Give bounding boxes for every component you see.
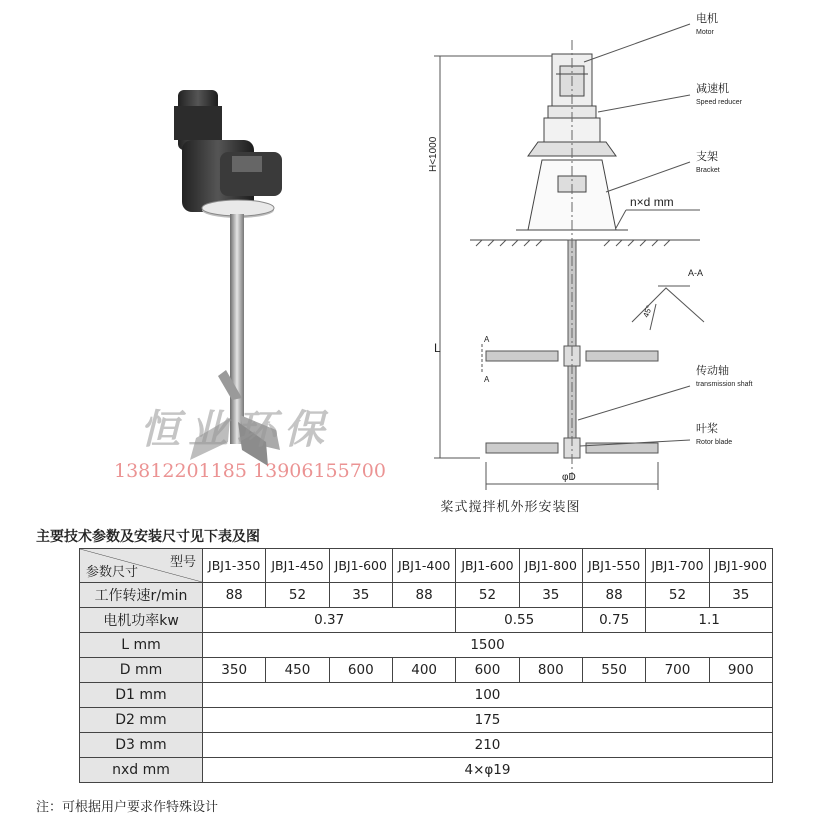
power-cell: 0.55 [456,608,583,633]
label-shaft-en: transmission shaft [696,381,753,388]
table-row [80,708,773,733]
label-h: H<1000 [428,136,439,172]
footnote: 注：可根据用户要求作特殊设计 [36,800,219,815]
speed-cell: 88 [203,583,266,608]
speed-cell: 35 [519,583,582,608]
model-cell: JBJ1-350 [203,549,266,583]
speed-cell: 52 [456,583,519,608]
label-blade-cn: 叶桨 [696,423,718,435]
row-label: D mm [80,658,203,683]
corner-bottom: 参数尺寸 [86,565,139,580]
label-angle: 45° [641,304,655,319]
d-cell: 800 [519,658,582,683]
d2-cell: 175 [203,708,773,733]
corner-header [80,549,203,583]
d1-cell: 100 [203,683,773,708]
d-cell: 600 [456,658,519,683]
row-label: D1 mm [80,683,203,708]
table-row [80,658,773,683]
speed-cell: 88 [392,583,455,608]
row-label: D3 mm [80,733,203,758]
label-bracket-en: Bracket [696,167,720,174]
model-cell: JBJ1-600 [329,549,392,583]
table-row [80,583,773,608]
table-row [80,683,773,708]
model-cell: JBJ1-400 [392,549,455,583]
label-bracket-cn: 支架 [696,151,718,163]
label-l: L [434,341,441,355]
model-cell: JBJ1-600 [456,549,519,583]
power-cell: 0.75 [582,608,645,633]
installation-drawing [420,0,836,520]
row-label: 电机功率kw [80,608,203,633]
label-d: φD [562,472,576,483]
table-row [80,549,773,583]
label-blade-en: Rotor blade [696,439,733,446]
spec-table [79,548,773,783]
table-row [80,608,773,633]
watermark-company: 恒业环保 [140,406,332,453]
d-cell: 400 [392,658,455,683]
label-reducer-cn: 减速机 [696,83,729,95]
d-cell: 600 [329,658,392,683]
label-section: A-A [688,268,704,278]
speed-cell: 52 [266,583,329,608]
l-cell: 1500 [203,633,773,658]
model-cell: JBJ1-550 [582,549,645,583]
row-label: D2 mm [80,708,203,733]
model-cell: JBJ1-450 [266,549,329,583]
model-cell: JBJ1-900 [709,549,772,583]
speed-cell: 52 [646,583,709,608]
d3-cell: 210 [203,733,773,758]
label-motor-en: Motor [696,29,714,36]
d-cell: 900 [709,658,772,683]
d-cell: 700 [646,658,709,683]
section-title: 主要技术参数及安装尺寸见下表及图 [36,529,260,545]
d-cell: 350 [203,658,266,683]
table-row [80,733,773,758]
power-cell: 1.1 [646,608,773,633]
table-row [80,633,773,658]
speed-cell: 35 [329,583,392,608]
model-cell: JBJ1-800 [519,549,582,583]
table-row [80,758,773,783]
label-shaft-cn: 传动轴 [696,365,729,377]
nxd-cell: 4×φ19 [203,758,773,783]
label-holes: n×d mm [630,195,674,209]
speed-cell: 88 [582,583,645,608]
d-cell: 550 [582,658,645,683]
label-motor-cn: 电机 [696,13,718,25]
label-a-top: A [484,335,490,344]
row-label: nxd mm [80,758,203,783]
power-cell: 0.37 [203,608,456,633]
row-label: L mm [80,633,203,658]
d-cell: 450 [266,658,329,683]
row-label: 工作转速r/min [80,583,203,608]
speed-cell: 35 [709,583,772,608]
corner-top: 型号 [169,555,196,570]
drawing-caption: 桨式搅拌机外形安装图 [440,500,581,515]
model-cell: JBJ1-700 [646,549,709,583]
label-reducer-en: Speed reducer [696,99,742,106]
label-a-bottom: A [484,375,490,384]
watermark-phones: 13812201185 13906155700 [114,460,386,482]
